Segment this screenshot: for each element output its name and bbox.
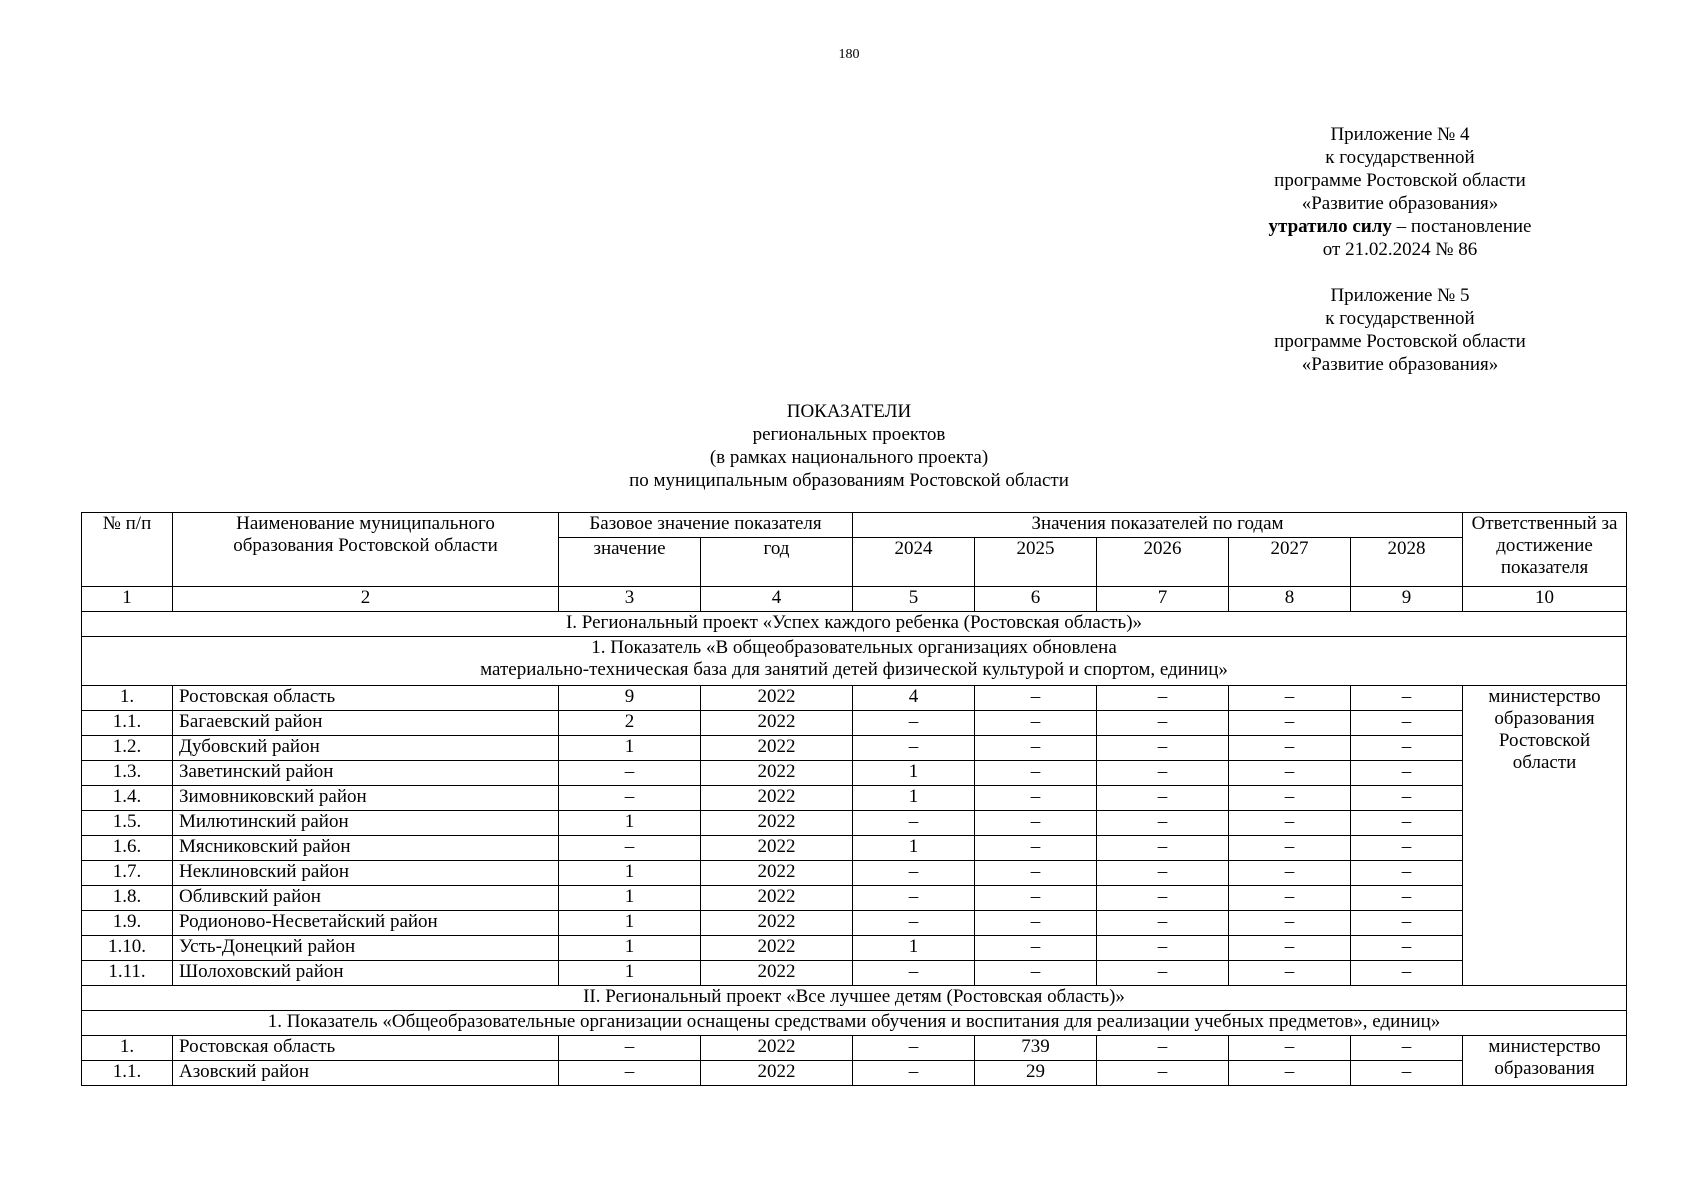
cell-value: 1 [559, 811, 701, 836]
section-2-indicator-row [82, 1011, 1627, 1036]
cell-year: 2022 [701, 1036, 853, 1061]
cell-y2026: – [1097, 861, 1229, 886]
cell-y2026: – [1097, 711, 1229, 736]
annex-4-line: программе Ростовской области [1274, 170, 1526, 191]
annex-4-heading [1200, 123, 1600, 261]
cell-y2027: – [1229, 686, 1351, 711]
cell-name: Обливский район [173, 886, 559, 911]
cell-y2024: – [853, 811, 975, 836]
table-row [82, 1036, 1627, 1061]
table-row [82, 886, 1627, 911]
cell-num: 1.1. [82, 711, 173, 736]
cell-value: – [559, 761, 701, 786]
header-responsible: Ответственный за достижение показателя [1463, 513, 1627, 587]
cell-y2028: – [1351, 936, 1463, 961]
cell-y2028: – [1351, 736, 1463, 761]
annex-4-repealed [1200, 215, 1600, 238]
cell-y2028: – [1351, 911, 1463, 936]
cell-y2027: – [1229, 836, 1351, 861]
cell-y2024: – [853, 886, 975, 911]
cell-year: 2022 [701, 861, 853, 886]
cell-year: 2022 [701, 711, 853, 736]
column-number: 2 [173, 587, 559, 612]
cell-value: 1 [559, 861, 701, 886]
cell-num: 1.3. [82, 761, 173, 786]
cell-y2028: – [1351, 886, 1463, 911]
column-number: 6 [975, 587, 1097, 612]
column-numbers-row [82, 587, 1627, 612]
cell-year: 2022 [701, 811, 853, 836]
cell-num: 1.4. [82, 786, 173, 811]
cell-y2024: – [853, 1061, 975, 1086]
cell-num: 1.5. [82, 811, 173, 836]
column-number: 9 [1351, 587, 1463, 612]
table-row [82, 961, 1627, 986]
annex-4-line: от 21.02.2024 № 86 [1322, 239, 1478, 260]
cell-y2024: – [853, 961, 975, 986]
cell-name: Ростовская область [173, 686, 559, 711]
cell-name: Азовский район [173, 1061, 559, 1086]
cell-y2027: – [1229, 761, 1351, 786]
header-years-group: Значения показателей по годам [853, 513, 1463, 538]
cell-year: 2022 [701, 886, 853, 911]
indicator-line: 1. Показатель «В общеобразовательных организациях обновлена [591, 637, 1117, 658]
cell-year: 2022 [701, 1061, 853, 1086]
column-number: 10 [1463, 587, 1627, 612]
cell-y2027: – [1229, 786, 1351, 811]
cell-name: Ростовская область [173, 1036, 559, 1061]
table-row [82, 936, 1627, 961]
cell-y2027: – [1229, 736, 1351, 761]
annex-5-line: Приложение № 5 [1330, 285, 1470, 306]
cell-num: 1. [82, 1036, 173, 1061]
header-num: № п/п [82, 513, 173, 587]
annex-4-line: к государственной [1325, 147, 1475, 168]
cell-num: 1.11. [82, 961, 173, 986]
cell-y2026: – [1097, 936, 1229, 961]
cell-y2028: – [1351, 761, 1463, 786]
annex-5-line: программе Ростовской области [1274, 331, 1526, 352]
cell-y2027: – [1229, 936, 1351, 961]
cell-y2025: – [975, 886, 1097, 911]
column-number: 7 [1097, 587, 1229, 612]
table-row [82, 711, 1627, 736]
column-number: 4 [701, 587, 853, 612]
cell-y2026: – [1097, 836, 1229, 861]
cell-year: 2022 [701, 736, 853, 761]
table-row [82, 686, 1627, 711]
cell-y2028: – [1351, 961, 1463, 986]
title-line: ПОКАЗАТЕЛИ [786, 401, 912, 422]
repealed-rest: – постановление [1391, 216, 1532, 237]
cell-y2025: – [975, 836, 1097, 861]
cell-name: Дубовский район [173, 736, 559, 761]
annex-4-line: Приложение № 4 [1330, 124, 1470, 145]
cell-y2024: – [853, 1036, 975, 1061]
cell-y2024: 1 [853, 786, 975, 811]
cell-y2024: – [853, 861, 975, 886]
table-row [82, 861, 1627, 886]
table-row [82, 836, 1627, 861]
table-row [82, 911, 1627, 936]
annex-5-line: к государственной [1325, 308, 1475, 329]
cell-y2027: – [1229, 811, 1351, 836]
cell-y2026: – [1097, 1036, 1229, 1061]
cell-y2027: – [1229, 861, 1351, 886]
cell-y2026: – [1097, 911, 1229, 936]
cell-year: 2022 [701, 761, 853, 786]
table-row [82, 786, 1627, 811]
cell-y2026: – [1097, 786, 1229, 811]
responsible-cell: министерство образования Ростовской области [1463, 686, 1627, 986]
cell-num: 1.8. [82, 886, 173, 911]
cell-value: 1 [559, 736, 701, 761]
cell-y2026: – [1097, 886, 1229, 911]
cell-y2025: – [975, 911, 1097, 936]
cell-y2024: 4 [853, 686, 975, 711]
title-line: региональных проектов [752, 424, 946, 445]
title-line: по муниципальным образованиям Ростовской области [629, 470, 1069, 491]
cell-y2027: – [1229, 961, 1351, 986]
cell-year: 2022 [701, 686, 853, 711]
cell-y2026: – [1097, 1061, 1229, 1086]
cell-num: 1.1. [82, 1061, 173, 1086]
responsible-cell [1463, 1036, 1627, 1086]
cell-y2026: – [1097, 961, 1229, 986]
column-number: 1 [82, 587, 173, 612]
cell-value: 1 [559, 911, 701, 936]
annex-4-line: «Развитие образования» [1301, 193, 1499, 214]
cell-y2026: – [1097, 761, 1229, 786]
cell-name: Заветинский район [173, 761, 559, 786]
header-base-value: значение [559, 538, 701, 587]
cell-num: 1. [82, 686, 173, 711]
cell-y2028: – [1351, 686, 1463, 711]
table-row [82, 811, 1627, 836]
cell-value: – [559, 786, 701, 811]
header-2027: 2027 [1229, 538, 1351, 587]
cell-y2025: – [975, 936, 1097, 961]
cell-y2027: – [1229, 711, 1351, 736]
cell-year: 2022 [701, 786, 853, 811]
cell-y2028: – [1351, 861, 1463, 886]
section-1-row [82, 612, 1627, 637]
cell-year: 2022 [701, 836, 853, 861]
cell-num: 1.7. [82, 861, 173, 886]
cell-value: 2 [559, 711, 701, 736]
section-2-title: II. Региональный проект «Все лучшее детям (Ростовская область)» [82, 986, 1627, 1011]
cell-y2026: – [1097, 686, 1229, 711]
cell-y2025: – [975, 711, 1097, 736]
cell-y2024: 1 [853, 836, 975, 861]
indicator-line: материально-техническая база для занятий детей физической культурой и спортом, единиц» [480, 659, 1228, 680]
cell-year: 2022 [701, 911, 853, 936]
column-number: 3 [559, 587, 701, 612]
cell-value: 9 [559, 686, 701, 711]
cell-y2027: – [1229, 886, 1351, 911]
annex-5-line: «Развитие образования» [1301, 354, 1499, 375]
cell-y2025: – [975, 736, 1097, 761]
cell-num: 1.6. [82, 836, 173, 861]
title-line: (в рамках национального проекта) [709, 447, 989, 468]
cell-num: 1.2. [82, 736, 173, 761]
section-2-row [82, 986, 1627, 1011]
responsible-line: образования [1494, 1058, 1595, 1079]
cell-name: Неклиновский район [173, 861, 559, 886]
section-2-indicator: 1. Показатель «Общеобразовательные организации оснащены средствами обучения и воспитания для реализации учебных предметов», единиц» [82, 1011, 1627, 1036]
table-row [82, 1061, 1627, 1086]
section-1-title: I. Региональный проект «Успех каждого ребенка (Ростовская область)» [82, 612, 1627, 637]
header-base: Базовое значение показателя [559, 513, 853, 538]
cell-value: 1 [559, 886, 701, 911]
cell-y2025: 739 [975, 1036, 1097, 1061]
header-2024: 2024 [853, 538, 975, 587]
header-2025: 2025 [975, 538, 1097, 587]
cell-y2028: – [1351, 811, 1463, 836]
cell-y2025: – [975, 786, 1097, 811]
cell-value: – [559, 836, 701, 861]
cell-y2026: – [1097, 736, 1229, 761]
indicators-table [81, 512, 1627, 1086]
cell-y2025: 29 [975, 1061, 1097, 1086]
cell-name: Мясниковский район [173, 836, 559, 861]
cell-y2028: – [1351, 1036, 1463, 1061]
table-row [82, 736, 1627, 761]
cell-y2025: – [975, 811, 1097, 836]
cell-name: Родионово-Несветайский район [173, 911, 559, 936]
cell-name: Шолоховский район [173, 961, 559, 986]
cell-y2028: – [1351, 836, 1463, 861]
cell-year: 2022 [701, 936, 853, 961]
cell-y2028: – [1351, 711, 1463, 736]
cell-name: Зимовниковский район [173, 786, 559, 811]
cell-y2025: – [975, 861, 1097, 886]
header-2026: 2026 [1097, 538, 1229, 587]
column-number: 5 [853, 587, 975, 612]
section-1-indicator-row [82, 637, 1627, 686]
cell-num: 1.9. [82, 911, 173, 936]
section-1-indicator [82, 637, 1627, 686]
column-number: 8 [1229, 587, 1351, 612]
cell-value: 1 [559, 936, 701, 961]
header-base-year: год [701, 538, 853, 587]
cell-y2026: – [1097, 811, 1229, 836]
annex-5-heading [1200, 284, 1600, 376]
header-2028: 2028 [1351, 538, 1463, 587]
cell-y2025: – [975, 961, 1097, 986]
page-number: 180 [838, 47, 860, 62]
cell-y2027: – [1229, 911, 1351, 936]
cell-value: – [559, 1061, 701, 1086]
cell-y2025: – [975, 761, 1097, 786]
cell-year: 2022 [701, 961, 853, 986]
header-name: Наименование муниципального образования Ростовской области [173, 513, 559, 587]
cell-name: Усть-Донецкий район [173, 936, 559, 961]
cell-name: Багаевский район [173, 711, 559, 736]
cell-value: – [559, 1036, 701, 1061]
cell-y2024: – [853, 736, 975, 761]
cell-y2025: – [975, 686, 1097, 711]
repealed-label: утратило силу [1268, 216, 1392, 237]
cell-value: 1 [559, 961, 701, 986]
cell-y2027: – [1229, 1036, 1351, 1061]
table-row [82, 761, 1627, 786]
cell-name: Милютинский район [173, 811, 559, 836]
cell-y2027: – [1229, 1061, 1351, 1086]
cell-y2024: 1 [853, 936, 975, 961]
cell-num: 1.10. [82, 936, 173, 961]
responsible-line: министерство [1488, 1036, 1601, 1057]
cell-y2024: – [853, 911, 975, 936]
cell-y2024: 1 [853, 761, 975, 786]
cell-y2024: – [853, 711, 975, 736]
document-title [0, 400, 1698, 492]
cell-y2028: – [1351, 786, 1463, 811]
cell-y2028: – [1351, 1061, 1463, 1086]
